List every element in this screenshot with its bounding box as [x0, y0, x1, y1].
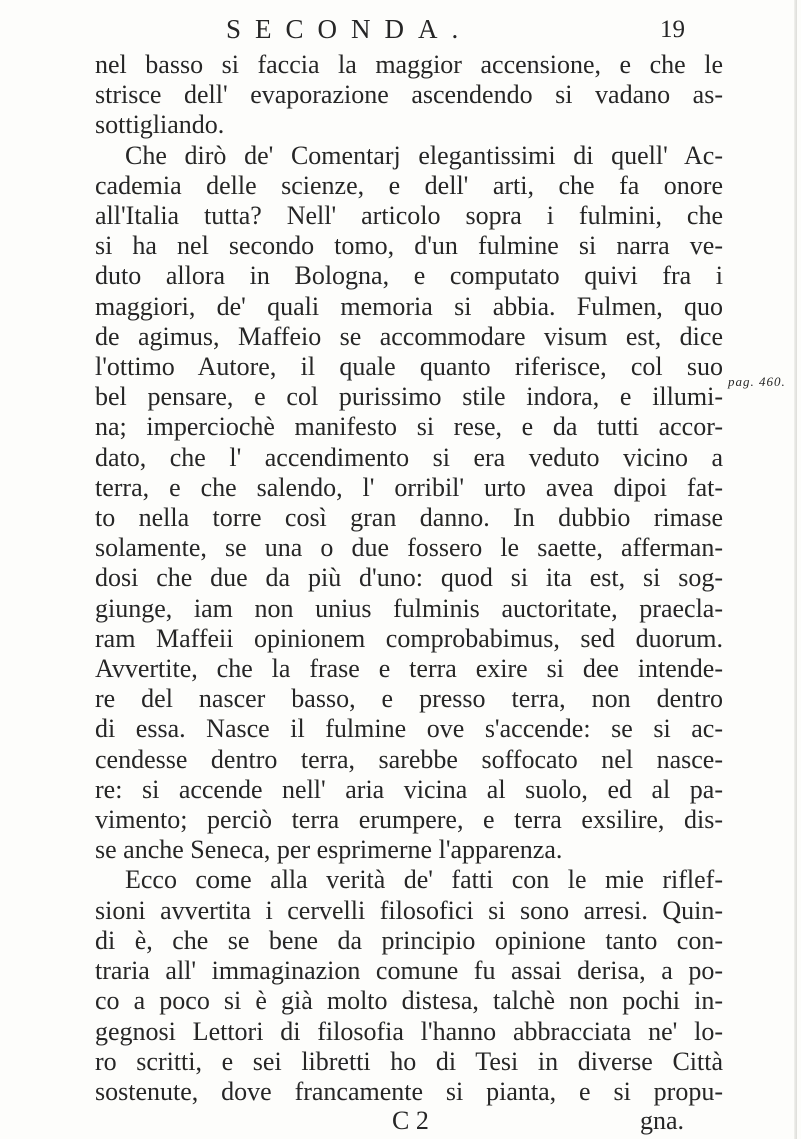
- text-line: Ecco come alla verità de' fatti con le mie riflef-: [125, 865, 723, 895]
- text-line: sioni avvertita i cervelli filosofici si sono arresi. Quin-: [95, 895, 723, 925]
- text-line: co a poco si è già molto distesa, talchè non pochi in-: [95, 986, 723, 1016]
- running-head: SECONDA.: [226, 14, 473, 44]
- text-line: Che dirò de' Comentarj elegantissimi di quell' Ac-: [125, 140, 723, 170]
- text-line: di è, che se bene da principio opinione tanto con-: [95, 925, 723, 955]
- text-line: si ha nel secondo tomo, d'un fulmine si narra ve-: [95, 231, 723, 261]
- text-line: duto allora in Bologna, e computato quivi fra i: [95, 261, 723, 291]
- text-line: re: si accende nell' aria vicina al suolo, ed al pa-: [95, 774, 723, 804]
- text-line: nel basso si faccia la maggior accensione, e che le: [95, 50, 723, 79]
- text-line: na; imperciochè manifesto si rese, e da tutti accor-: [95, 412, 723, 442]
- text-line: l'ottimo Autore, il quale quanto riferisce, col suo: [95, 352, 723, 382]
- text-line: de agimus, Maffeio se accommodare visum est, dice: [95, 321, 723, 351]
- catchword: gna.: [640, 1106, 685, 1135]
- body-text: [95, 50, 723, 1107]
- text-line: se anche Seneca, per esprimerne l'apparenza.: [95, 835, 563, 865]
- text-line: gegnosi Lettori di filosofia l'hanno abbracciata ne' lo-: [95, 1016, 723, 1046]
- text-line: bel pensare, e col purissimo stile indora, e illumi-: [95, 382, 723, 412]
- text-line: ro scritti, e sei libretti ho di Tesi in diverse Città: [95, 1046, 723, 1076]
- margin-note: pag. 460.: [728, 374, 786, 389]
- page-edge: [794, 0, 797, 1139]
- page-number: 19: [660, 16, 685, 43]
- text-line: Avvertite, che la frase e terra exire si dee intende-: [95, 654, 723, 684]
- text-line: to nella torre così gran danno. In dubbio rimase: [95, 503, 723, 533]
- text-line: cademia delle scienze, e dell' arti, che fa onore: [95, 170, 723, 200]
- text-line: solamente, se una o due fossero le saette, afferman-: [95, 533, 723, 563]
- text-line: terra, e che salendo, l' orribil' urto avea dipoi fat-: [95, 472, 723, 502]
- text-line: vimento; perciò terra erumpere, e terra exsilire, dis-: [95, 805, 723, 835]
- text-line: maggiori, de' quali memoria si abbia. Fulmen, quo: [95, 291, 723, 321]
- text-line: all'Italia tutta? Nell' articolo sopra i fulmini, che: [95, 201, 723, 231]
- text-line: re del nascer basso, e presso terra, non dentro: [95, 684, 723, 714]
- text-line: sottigliando.: [95, 110, 225, 140]
- text-line: dosi che due da più d'uno: quod si ita est, si sog-: [95, 563, 723, 593]
- text-line: cendesse dentro terra, sarebbe soffocato nel nasce-: [95, 744, 723, 774]
- signature-mark: C 2: [392, 1106, 429, 1135]
- page-footer: [0, 1106, 801, 1136]
- page-header: [0, 14, 801, 48]
- text-line: traria all' immaginazion comune fu assai derisa, a po-: [95, 956, 723, 986]
- text-line: strisce dell' evaporazione ascendendo si vadano as-: [95, 80, 723, 110]
- text-line: sostenute, dove francamente si pianta, e si propu-: [95, 1076, 723, 1106]
- text-line: dato, che l' accendimento si era veduto vicino a: [95, 442, 723, 472]
- text-line: di essa. Nasce il fulmine ove s'accende: se si ac-: [95, 714, 723, 744]
- text-line: giunge, iam non unius fulminis auctoritate, praecla-: [95, 593, 723, 623]
- text-line: ram Maffeii opinionem comprobabimus, sed duorum.: [95, 623, 723, 653]
